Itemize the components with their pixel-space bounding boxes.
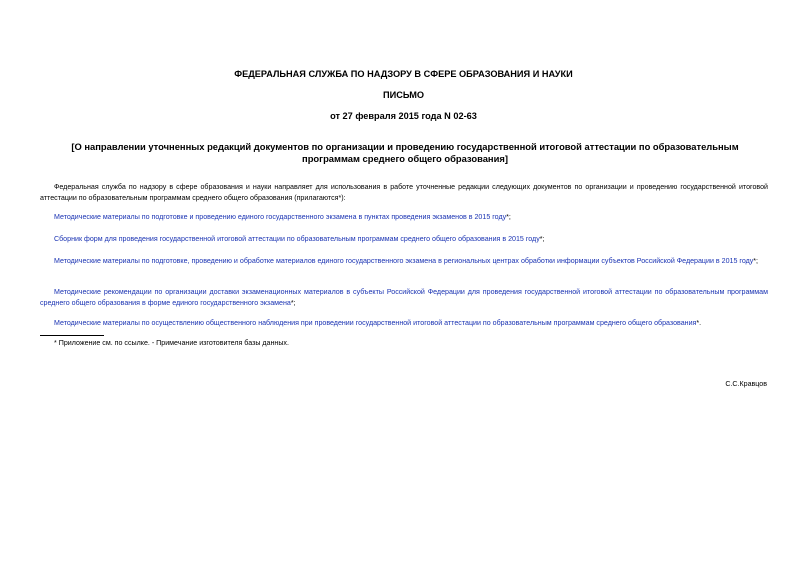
- document-list-item: [40, 287, 768, 308]
- item-suffix: *;: [506, 213, 511, 221]
- document-link[interactable]: Методические материалы по осуществлению общественного наблюдения при проведении государственной итоговой аттестации по образовательным программам среднего общего образования: [54, 319, 697, 327]
- footnote: * Приложение см. по ссылке. - Примечание изготовителя базы данных.: [54, 339, 289, 347]
- signature: С.С.Кравцов: [725, 380, 767, 388]
- document-list-item: [40, 234, 768, 245]
- document-link[interactable]: Методические материалы по подготовке и проведению единого государственного экзамена в пунктах проведения экзаменов в 2015 году: [54, 213, 507, 221]
- organization-heading: ФЕДЕРАЛЬНАЯ СЛУЖБА ПО НАДЗОРУ В СФЕРЕ ОБРАЗОВАНИЯ И НАУКИ: [234, 69, 573, 79]
- item-suffix: *;: [753, 257, 759, 265]
- document-link[interactable]: Методические рекомендации по организации доставки экзаменационных материалов в субъекты Российской Федерации для проведения государственной итоговой аттестации по образовательным программам среднего общего образования в форме единого государственного экзамена: [40, 288, 768, 307]
- document-link[interactable]: Сборник форм для проведения государственной итоговой аттестации по образовательным программам среднего общего образования в 2015 году: [54, 235, 540, 243]
- item-suffix: *.: [696, 319, 702, 327]
- document-list-item: [40, 256, 768, 267]
- item-suffix: *;: [290, 298, 296, 307]
- intro-paragraph: Федеральная служба по надзору в сфере образования и науки направляет для использования в работе уточненные редакции следующих документов по организации и проведению государственной итоговой аттестации по образовательным программам среднего общего образования (прилагаются*):: [40, 183, 768, 202]
- document-list-item: [40, 318, 768, 329]
- footnote-divider: [40, 335, 104, 336]
- document-link[interactable]: Методические материалы по подготовке, проведению и обработке материалов единого государственного экзамена в региональных центрах обработки информации субъектов Российской Федерации в 2015 году: [54, 257, 754, 265]
- document-type-heading: ПИСЬМО: [382, 90, 425, 100]
- document-list-item: [40, 212, 768, 223]
- document-title: [О направлении уточненных редакций документов по организации и проведению государственной итоговой аттестации по образовательным программам среднего общего образования]: [71, 141, 739, 164]
- document-date-number: от 27 февраля 2015 года N 02-63: [330, 111, 477, 121]
- item-suffix: *;: [539, 235, 545, 243]
